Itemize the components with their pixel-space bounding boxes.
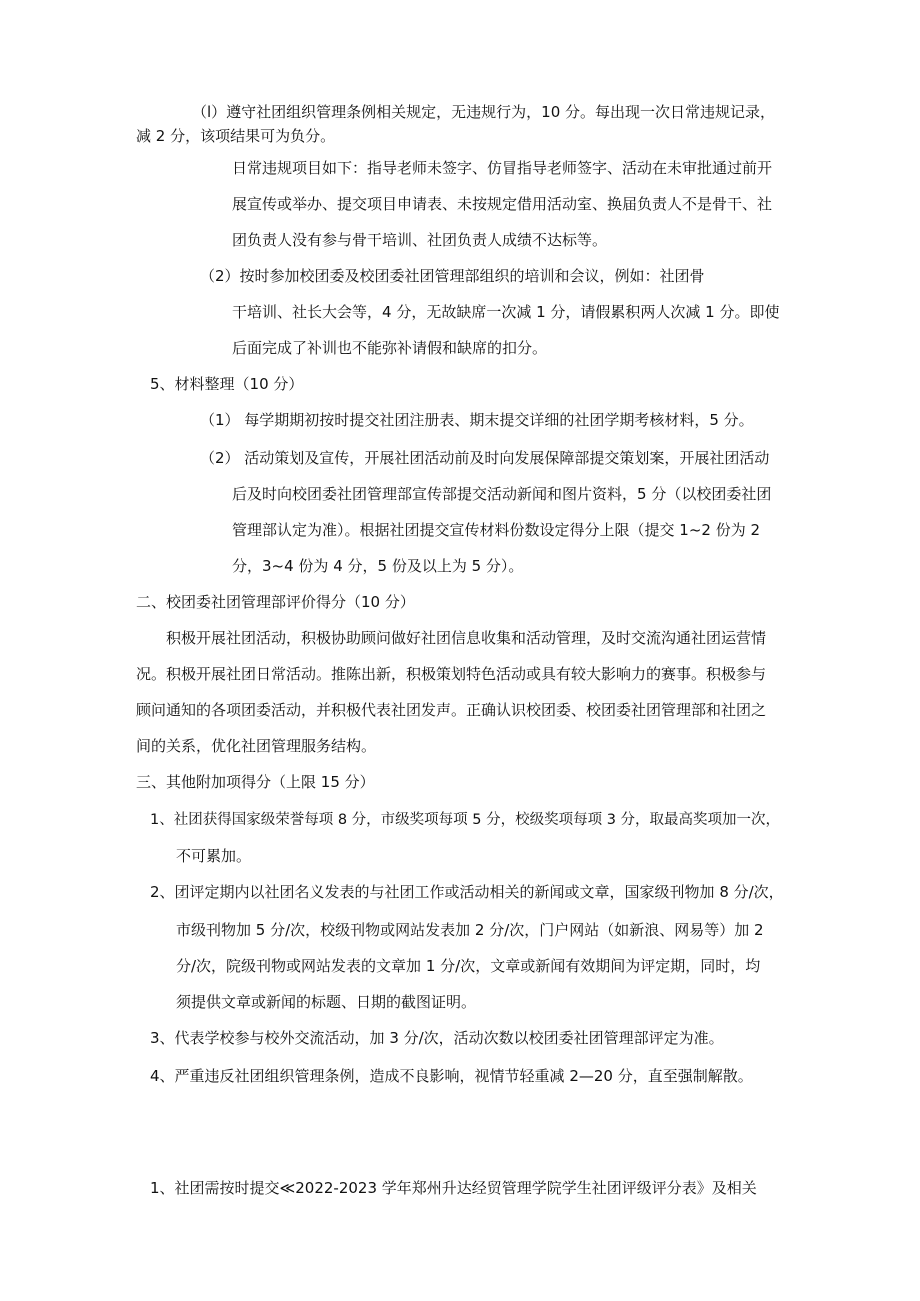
text-line: 干培训、社长大会等，4 分，无故缺席一次减 1 分，请假累积两人次减 1 分。即使 bbox=[232, 303, 780, 321]
text-line: 日常违规项目如下：指导老师未签字、仿冒指导老师签字、活动在未审批通过前开 bbox=[232, 159, 773, 177]
text-line: 3、代表学校参与校外交流活动，加 3 分/次，活动次数以校团委社团管理部评定为准。 bbox=[150, 1029, 724, 1047]
text-line: 况。积极开展社团日常活动。推陈出新，积极策划特色活动或具有较大影响力的赛事。积极参与 bbox=[136, 665, 767, 683]
text-line: 减 2 分，该项结果可为负分。 bbox=[136, 127, 336, 145]
text-line: （1） 每学期期初按时提交社团注册表、期末提交详细的社团学期考核材料，5 分。 bbox=[200, 411, 754, 429]
text-line: 后面完成了补训也不能弥补请假和缺席的扣分。 bbox=[232, 339, 548, 357]
text-line: 分/次，院级刊物或网站发表的文章加 1 分/次，文章或新闻有效期间为评定期，同时，均 bbox=[176, 957, 761, 975]
text-line: 顾问通知的各项团委活动，并积极代表社团发声。正确认识校团委、校团委社团管理部和社团之 bbox=[136, 701, 767, 719]
text-line: （l）遵守社团组织管理条例相关规定，无违规行为，10 分。每出现一次日常违规记录， bbox=[192, 103, 776, 121]
text-line: 团负责人没有参与骨干培训、社团负责人成绩不达标等。 bbox=[232, 231, 608, 249]
section-heading: 二、校团委社团管理部评价得分（10 分） bbox=[136, 593, 415, 611]
text-line: （2） 活动策划及宣传，开展社团活动前及时向发展保障部提交策划案，开展社团活动 bbox=[200, 449, 770, 467]
text-line: 1、社团获得国家级荣誉每项 8 分，市级奖项每项 5 分，校级奖项每项 3 分，取最高奖项加一次， bbox=[150, 812, 781, 828]
text-line: 管理部认定为准）。根据社团提交宣传材料份数设定得分上限（提交 1~2 份为 2 bbox=[232, 521, 761, 539]
text-line: 不可累加。 bbox=[176, 847, 252, 865]
text-line: 4、严重违反社团组织管理条例，造成不良影响，视情节轻重减 2—20 分，直至强制解散。 bbox=[150, 1067, 753, 1085]
text-line: 市级刊物加 5 分/次，校级刊物或网站发表加 2 分/次，门户网站（如新浪、网易等）加 2 bbox=[176, 921, 764, 939]
text-line: 积极开展社团活动，积极协助顾问做好社团信息收集和活动管理，及时交流沟通社团运营情 bbox=[166, 629, 767, 647]
text-line: 2、团评定期内以社团名义发表的与社团工作或活动相关的新闻或文章，国家级刊物加 8 分/次， bbox=[150, 883, 784, 901]
text-line: 间的关系，优化社团管理服务结构。 bbox=[136, 737, 377, 755]
section-heading: 5、材料整理（10 分） bbox=[150, 375, 304, 393]
text-line: 须提供文章或新闻的标题、日期的截图证明。 bbox=[176, 993, 477, 1011]
text-line: 后及时向校团委社团管理部宣传部提交活动新闻和图片资料，5 分（以校团委社团 bbox=[232, 485, 772, 503]
text-line: 1、社团需按时提交≪2022-2023 学年郑州升达经贸管理学院学生社团评级评分表》及相关 bbox=[150, 1179, 757, 1197]
section-heading: 三、其他附加项得分（上限 15 分） bbox=[136, 773, 375, 791]
text-line: （2）按时参加校团委及校团委社团管理部组织的培训和会议，例如：社团骨 bbox=[200, 267, 705, 285]
text-line: 展宣传或举办、提交项目申请表、未按规定借用活动室、换届负责人不是骨干、社 bbox=[232, 195, 773, 213]
text-line: 分，3~4 份为 4 分，5 份及以上为 5 分）。 bbox=[232, 557, 524, 575]
